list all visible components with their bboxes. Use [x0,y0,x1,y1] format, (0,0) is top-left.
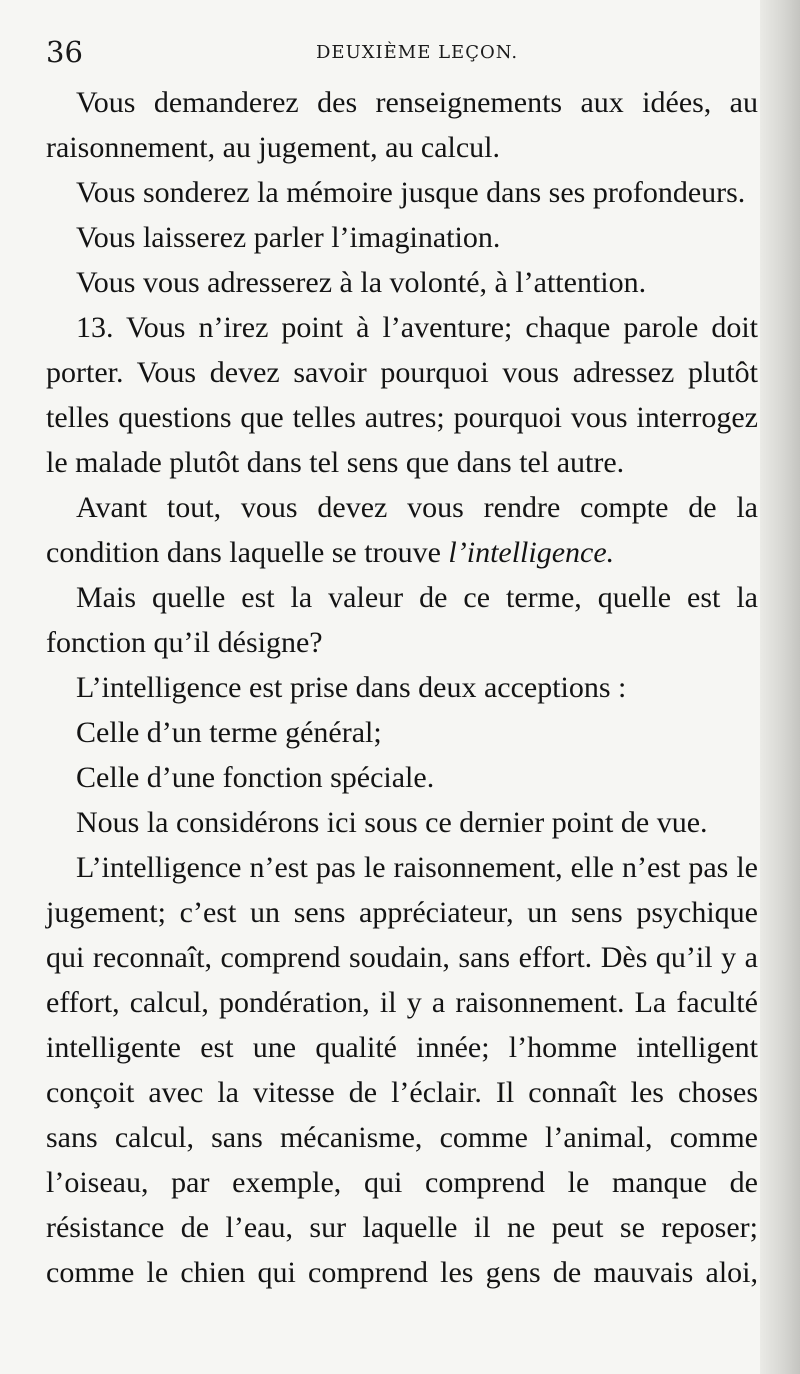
paragraph: Vous sonderez la mémoire jusque dans ses profondeurs. [76,176,746,209]
paragraph [46,485,758,575]
paragraph: Celle d’une fonction spéciale. [76,761,435,794]
body-text [46,80,758,1295]
paragraph: 13. Vous n’irez point à l’aventure; chaque parole doit porter. Vous devez savoir pourquoi vous adressez plutôt telles questions que telles autres; pourquoi vous interrogez le malade plutôt dans tel sens que dans tel autre. [46,311,758,479]
paragraph: Celle d’un terme général; [76,716,382,749]
paragraph: Vous vous adresserez à la volonté, à l’attention. [76,266,647,299]
page-gutter-shadow [760,0,800,1374]
paragraph: Vous demanderez des renseignements aux idées, au raisonnement, au jugement, au calcul. [46,86,758,164]
paragraph: Mais quelle est la valeur de ce terme, quelle est la fonction qu’il désigne? [46,581,758,659]
paragraph-text: Avant tout, vous devez vous rendre compte de la condition dans laquelle se trouve [46,491,758,569]
running-head: DEUXIÈME LEÇON. [316,42,519,63]
paragraph: Vous laisserez parler l’imagination. [76,221,501,254]
emphasized-term: l’intelligence. [448,536,615,569]
page-header [46,32,758,72]
paragraph: L’intelligence est prise dans deux acceptions : [76,671,627,704]
paragraph: Nous la considérons ici sous ce dernier point de vue. [76,806,708,839]
paragraph: L’intelligence n’est pas le raisonnement, elle n’est pas le jugement; c’est un sens appréciateur, un sens psychique qui reconnaît, comprend soudain, sans effort. Dès qu’il y a effort, calcul, pondération, il y a raisonnement. La faculté intelligente est une qualité innée; l’homme intelligent conçoit avec la vitesse de l’éclair. Il connaît les choses sans calcul, sans mécanisme, comme l’animal, comme l’oiseau, par exemple, qui comprend le manque de résistance de l’eau, sur laquelle il ne peut se reposer; comme le chien qui comprend les gens de mauvais aloi, [46,851,758,1289]
page-number: 36 [46,35,83,69]
